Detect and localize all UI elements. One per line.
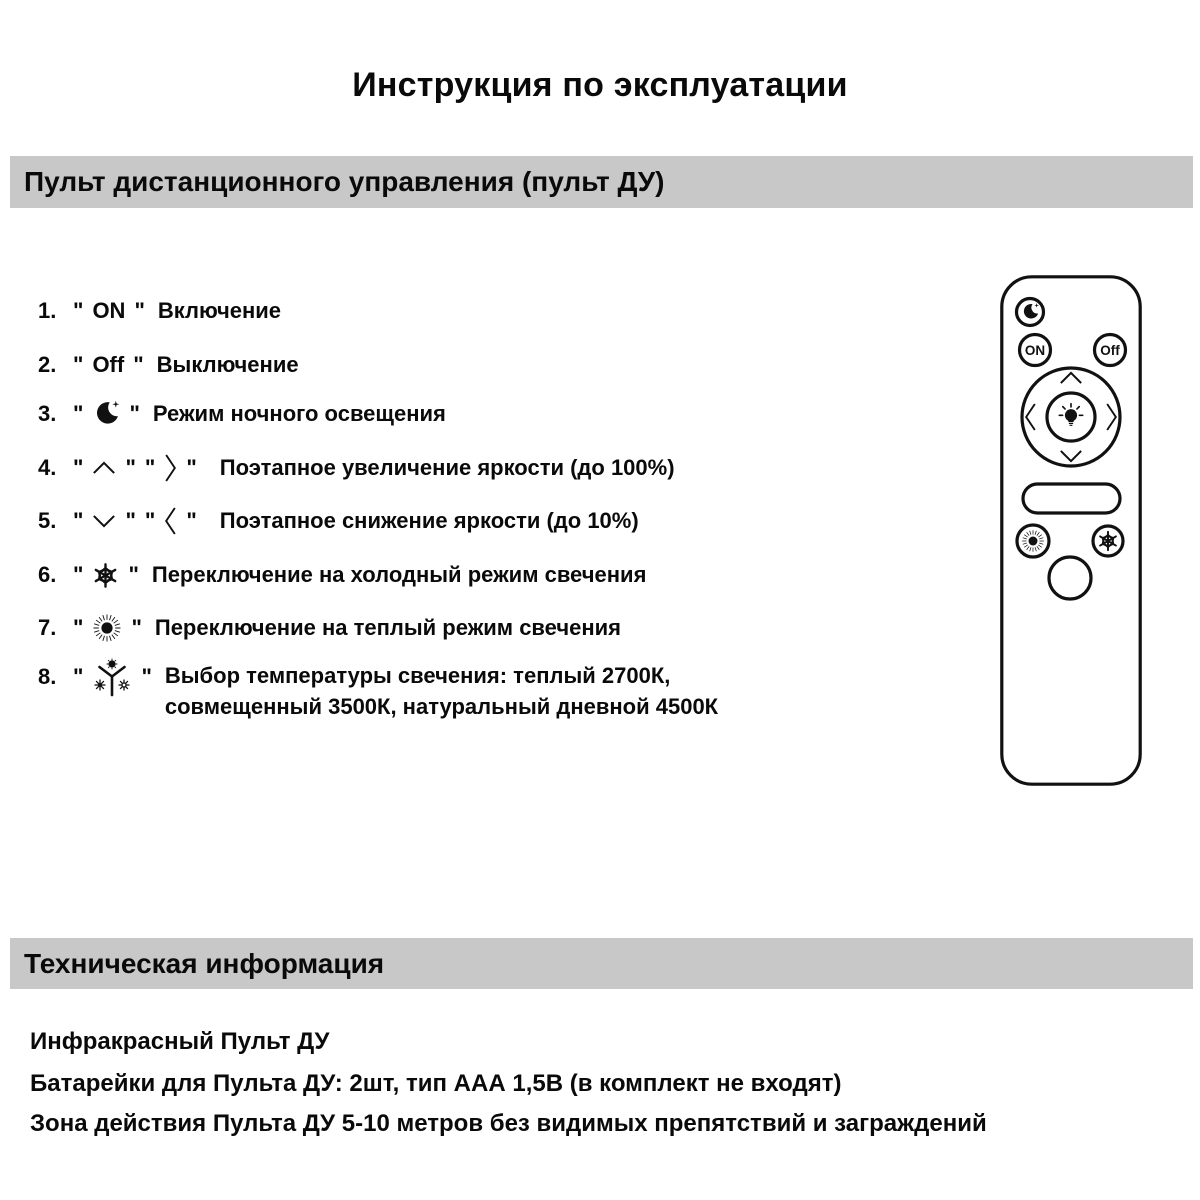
- quote-mark: ": [141, 664, 152, 689]
- item-number: 4.: [38, 455, 57, 480]
- item-label: Переключение на холодный режим свечения: [151, 562, 647, 587]
- instruction-item-7: [38, 608, 621, 648]
- on-button-label: ON: [1024, 343, 1046, 358]
- angle-left-icon: [164, 506, 177, 536]
- remote-control-diagram: [1000, 275, 1142, 786]
- instruction-item-3: [38, 394, 446, 434]
- item-label: Поэтапное снижение яркости (до 10%): [219, 508, 639, 533]
- section-header-remote: [10, 156, 1193, 208]
- item-label: [165, 660, 718, 722]
- quote-mark: ": [73, 455, 84, 480]
- on-button-label: ON: [92, 298, 126, 323]
- section-header-tech: [10, 938, 1193, 989]
- instruction-item-5: [38, 501, 639, 541]
- quote-mark: ": [73, 664, 84, 689]
- item-label: Режим ночного освещения: [152, 401, 446, 426]
- instruction-item-4: [38, 448, 675, 488]
- item-number: 1.: [38, 298, 57, 323]
- quote-mark: ": [125, 508, 136, 533]
- quote-mark: ": [125, 455, 136, 480]
- quote-mark: ": [131, 615, 142, 640]
- tech-line-2: Батарейки для Пульта ДУ: 2шт, тип ААА 1,5В (в комплект не входят): [30, 1070, 842, 1097]
- section-header-remote-label: Пульт дистанционного управления (пульт ДУ): [24, 166, 665, 197]
- item-label: Поэтапное увеличение яркости (до 100%): [219, 455, 675, 480]
- page-title: Инструкция по эксплуатации: [352, 66, 848, 104]
- quote-mark: ": [144, 508, 156, 533]
- item-label-line1: Выбор температуры свечения: теплый 2700К,: [164, 663, 671, 688]
- quote-mark: ": [73, 401, 84, 426]
- item-number: 5.: [38, 508, 57, 533]
- sun-icon: [92, 613, 122, 643]
- off-button-label: Off: [1100, 343, 1120, 358]
- pill-button: [1023, 484, 1120, 513]
- item-number: 2.: [38, 352, 57, 377]
- chevron-down-icon: [92, 514, 116, 528]
- item-number: 8.: [38, 664, 57, 689]
- quote-mark: ": [133, 352, 144, 377]
- quote-mark: ": [73, 562, 84, 587]
- quote-mark: ": [73, 352, 84, 377]
- quote-mark: ": [73, 615, 84, 640]
- quote-mark: ": [129, 401, 140, 426]
- snowflake-icon: [92, 562, 119, 589]
- item-label-line2: совмещенный 3500К, натуральный дневной 4500К: [164, 694, 719, 719]
- tech-line-1: Инфракрасный Пульт ДУ: [30, 1028, 330, 1055]
- quote-mark: ": [73, 298, 84, 323]
- item-label: Переключение на теплый режим свечения: [154, 615, 622, 640]
- quote-mark: ": [144, 455, 156, 480]
- quote-mark: ": [73, 508, 84, 533]
- off-button-label: Off: [92, 352, 125, 377]
- bottom-round-button: [1049, 557, 1091, 599]
- quote-mark: ": [128, 562, 139, 587]
- item-label: Выключение: [156, 352, 299, 377]
- item-number: 7.: [38, 615, 57, 640]
- tech-line-3: Зона действия Пульта ДУ 5-10 метров без видимых препятствий и заграждений: [30, 1110, 987, 1137]
- item-number: 3.: [38, 401, 57, 426]
- angle-right-icon: [164, 453, 177, 483]
- instruction-item-2: [38, 345, 299, 385]
- instruction-item-8: [38, 660, 719, 719]
- item-label: Включение: [157, 298, 282, 323]
- quote-mark: ": [186, 508, 197, 533]
- section-header-tech-label: Техническая информация: [24, 947, 385, 979]
- instruction-item-6: [38, 555, 646, 595]
- chevron-up-icon: [92, 461, 116, 475]
- color-temperature-select-icon: [92, 658, 132, 698]
- crescent-moon-star-icon: [92, 400, 120, 428]
- item-number: 6.: [38, 562, 57, 587]
- quote-mark: ": [186, 455, 197, 480]
- quote-mark: ": [134, 298, 145, 323]
- instruction-item-1: [38, 291, 281, 331]
